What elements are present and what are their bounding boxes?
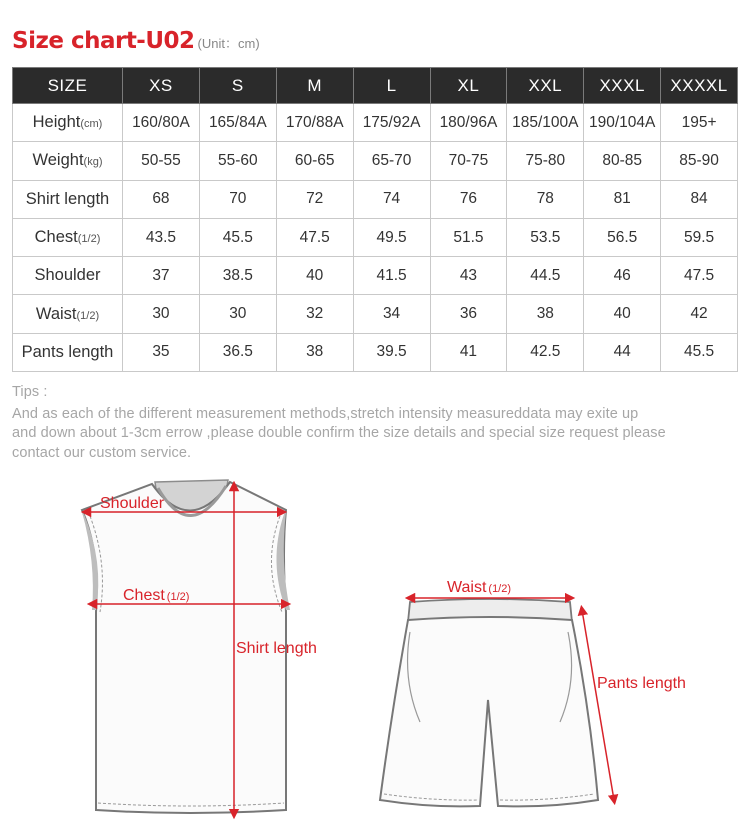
measurement-diagram: [0, 470, 750, 830]
row-label: [13, 295, 123, 333]
table-cell: 34: [353, 295, 430, 333]
table-cell: 68: [123, 180, 200, 218]
row-label-text: Weight: [32, 151, 84, 170]
table-cell: 30: [199, 295, 276, 333]
table-cell: 40: [276, 257, 353, 295]
row-label-text: Height: [32, 113, 81, 132]
table-cell: 65-70: [353, 142, 430, 180]
table-row: [13, 257, 738, 295]
table-cell: 50-55: [123, 142, 200, 180]
row-label-unit: (1/2): [76, 309, 100, 322]
table-cell: 45.5: [199, 218, 276, 256]
table-cell: 42: [661, 295, 738, 333]
table-cell: 84: [661, 180, 738, 218]
table-cell: 78: [507, 180, 584, 218]
row-label-text: Chest: [34, 228, 78, 247]
table-row: [13, 333, 738, 371]
size-column-header: XS: [123, 68, 200, 104]
table-cell: 47.5: [276, 218, 353, 256]
waist-label-unit: (1/2): [488, 583, 512, 595]
table-cell: 41.5: [353, 257, 430, 295]
row-label-unit: (kg): [83, 156, 103, 169]
size-header-cell: SIZE: [13, 68, 123, 104]
size-column-header: S: [199, 68, 276, 104]
table-cell: 42.5: [507, 333, 584, 371]
row-label: [13, 180, 123, 218]
table-cell: 56.5: [584, 218, 661, 256]
table-cell: 165/84A: [199, 104, 276, 142]
table-cell: 47.5: [661, 257, 738, 295]
row-label: [13, 218, 123, 256]
tips-heading: Tips :: [12, 384, 48, 400]
table-cell: 36.5: [199, 333, 276, 371]
tips-section: [12, 383, 732, 463]
table-cell: 41: [430, 333, 507, 371]
table-cell: 35: [123, 333, 200, 371]
row-label-text: Waist: [35, 304, 77, 323]
table-cell: 180/96A: [430, 104, 507, 142]
size-column-header: L: [353, 68, 430, 104]
table-cell: 39.5: [353, 333, 430, 371]
table-cell: 59.5: [661, 218, 738, 256]
row-label: [13, 104, 123, 142]
table-cell: 36: [430, 295, 507, 333]
row-label: [13, 142, 123, 180]
table-cell: 51.5: [430, 218, 507, 256]
table-cell: 38: [507, 295, 584, 333]
shirt-length-label: Shirt length: [236, 640, 317, 657]
table-cell: 75-80: [507, 142, 584, 180]
table-cell: 32: [276, 295, 353, 333]
table-cell: 70-75: [430, 142, 507, 180]
unit-note: (Unit：cm): [197, 36, 260, 51]
table-cell: 80-85: [584, 142, 661, 180]
table-row: [13, 218, 738, 256]
table-cell: 175/92A: [353, 104, 430, 142]
table-cell: 55-60: [199, 142, 276, 180]
shoulder-label: Shoulder: [100, 495, 165, 512]
table-cell: 49.5: [353, 218, 430, 256]
size-column-header: XXXL: [584, 68, 661, 104]
table-body: [13, 104, 738, 372]
jersey-illustration: [82, 480, 317, 814]
title-row: [12, 28, 260, 62]
table-row: [13, 180, 738, 218]
shorts-illustration: [380, 579, 686, 806]
table-cell: 38.5: [199, 257, 276, 295]
page-title: Size chart-U02: [12, 28, 195, 54]
tips-line: and down about 1-3cm errow ,please double confirm the size details and special size request please: [12, 425, 666, 441]
row-label-unit: (1/2): [77, 233, 101, 246]
waist-label: [447, 579, 511, 596]
row-label-text: Shirt length: [25, 189, 110, 208]
size-column-header: XL: [430, 68, 507, 104]
table-cell: 30: [123, 295, 200, 333]
table-cell: 85-90: [661, 142, 738, 180]
table-cell: 44: [584, 333, 661, 371]
pants-length-label: Pants length: [597, 675, 686, 692]
shorts-body: [380, 617, 598, 806]
table-row: [13, 142, 738, 180]
table-cell: 195+: [661, 104, 738, 142]
table-cell: 37: [123, 257, 200, 295]
table-cell: 46: [584, 257, 661, 295]
tips-line: And as each of the different measurement methods,stretch intensity measureddata may exite up: [12, 405, 639, 422]
table-cell: 43.5: [123, 218, 200, 256]
table-row: [13, 295, 738, 333]
table-cell: 81: [584, 180, 661, 218]
table-cell: 70: [199, 180, 276, 218]
row-label: [13, 333, 123, 371]
table-header-row: [13, 68, 738, 104]
table-cell: 43: [430, 257, 507, 295]
size-column-header: M: [276, 68, 353, 104]
table-cell: 40: [584, 295, 661, 333]
table-row: [13, 104, 738, 142]
row-label-text: Shoulder: [34, 266, 101, 285]
size-column-header: XXXXL: [661, 68, 738, 104]
chest-label-unit: (1/2): [166, 591, 190, 603]
row-label-unit: (cm): [80, 118, 103, 131]
waist-label-text: Waist: [447, 579, 487, 596]
table-cell: 170/88A: [276, 104, 353, 142]
size-column-header: XXL: [507, 68, 584, 104]
table-cell: 53.5: [507, 218, 584, 256]
tips-line: contact our custom service.: [12, 444, 192, 461]
table-cell: 44.5: [507, 257, 584, 295]
size-chart-table: [12, 67, 738, 372]
row-label-text: Pants length: [21, 342, 114, 361]
table-cell: 185/100A: [507, 104, 584, 142]
table-cell: 74: [353, 180, 430, 218]
table-cell: 160/80A: [123, 104, 200, 142]
table-cell: 60-65: [276, 142, 353, 180]
table-cell: 45.5: [661, 333, 738, 371]
table-cell: 190/104A: [584, 104, 661, 142]
table-cell: 76: [430, 180, 507, 218]
row-label: [13, 257, 123, 295]
table-cell: 38: [276, 333, 353, 371]
table-cell: 72: [276, 180, 353, 218]
chest-label-text: Chest: [123, 587, 165, 604]
